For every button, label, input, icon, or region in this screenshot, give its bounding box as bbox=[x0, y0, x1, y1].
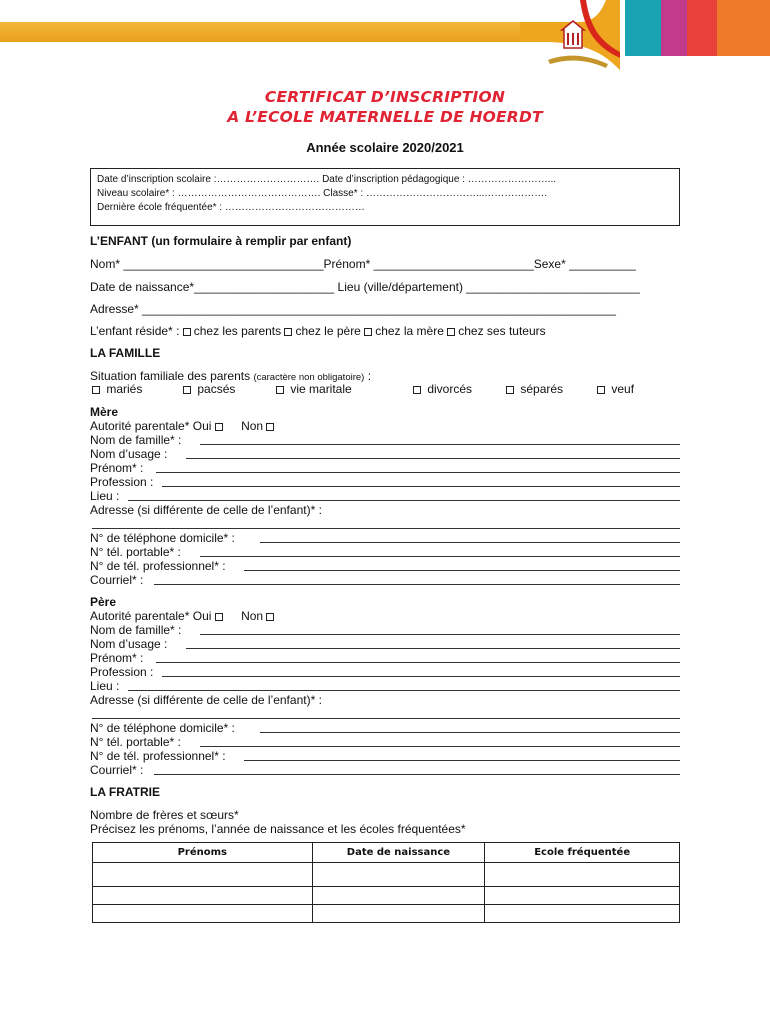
father-profession-field[interactable]: Profession : bbox=[90, 665, 680, 679]
table-cell[interactable] bbox=[93, 905, 313, 923]
father-lastname-field[interactable]: Nom de famille* : bbox=[90, 623, 680, 637]
residence-parents-option[interactable]: chez les parents bbox=[183, 324, 281, 338]
siblings-count-line: Nombre de frères et sœurs* bbox=[90, 808, 239, 822]
color-stripe-red bbox=[687, 0, 717, 56]
page-title-line2: A L’ECOLE MATERNELLE DE HOERDT bbox=[227, 108, 543, 126]
residence-mother-option[interactable]: chez la mère bbox=[364, 324, 444, 338]
mother-lastname-field[interactable]: Nom de famille* : bbox=[90, 433, 680, 447]
siblings-instructions: Précisez les prénoms, l’année de naissance et les écoles fréquentées* bbox=[90, 822, 466, 836]
siblings-table bbox=[92, 842, 680, 923]
family-option-veuf[interactable]: veuf bbox=[597, 382, 634, 396]
admin-line-1 bbox=[97, 173, 673, 187]
admin-box bbox=[90, 168, 680, 226]
checkbox-icon[interactable] bbox=[183, 386, 191, 394]
father-heading: Père bbox=[90, 595, 117, 609]
checkbox-icon[interactable] bbox=[284, 328, 292, 336]
family-option-pacses[interactable]: pacsés bbox=[183, 382, 235, 396]
family-option-separes[interactable]: séparés bbox=[506, 382, 563, 396]
table-header-row bbox=[93, 843, 680, 863]
child-residence-line bbox=[90, 324, 546, 338]
table-cell[interactable] bbox=[485, 905, 680, 923]
mother-work-phone-field[interactable]: N° de tél. professionnel* : bbox=[90, 559, 680, 573]
residence-father-option[interactable]: chez le père bbox=[284, 324, 360, 338]
table-cell[interactable] bbox=[485, 863, 680, 887]
pedagogic-date-field[interactable]: Date d’inscription pédagogique : ……………………... bbox=[322, 174, 557, 185]
column-header-birthdate: Date de naissance bbox=[312, 843, 485, 863]
father-home-phone-field[interactable]: N° de téléphone domicile* : bbox=[90, 721, 680, 735]
mother-home-phone-field[interactable]: N° de téléphone domicile* : bbox=[90, 531, 680, 545]
child-address-line[interactable]: Adresse* _______________________________________________________________________ bbox=[90, 302, 616, 316]
family-option-maries[interactable]: mariés bbox=[92, 382, 142, 396]
father-address-field[interactable] bbox=[90, 707, 680, 721]
father-work-phone-field[interactable]: N° de tél. professionnel* : bbox=[90, 749, 680, 763]
table-cell[interactable] bbox=[312, 863, 485, 887]
table-cell[interactable] bbox=[93, 887, 313, 905]
checkbox-icon[interactable] bbox=[506, 386, 514, 394]
child-heading: L’ENFANT (un formulaire à remplir par enfant) bbox=[90, 234, 352, 248]
father-mobile-field[interactable]: N° tél. portable* : bbox=[90, 735, 680, 749]
checkbox-icon[interactable] bbox=[276, 386, 284, 394]
father-place-field[interactable]: Lieu : bbox=[90, 679, 680, 693]
father-email-field[interactable]: Courriel* : bbox=[90, 763, 680, 777]
residence-tutors-option[interactable]: chez ses tuteurs bbox=[447, 324, 545, 338]
table-row bbox=[93, 905, 680, 923]
family-heading: LA FAMILLE bbox=[90, 346, 161, 360]
color-stripe-magenta bbox=[661, 0, 687, 56]
table-cell[interactable] bbox=[485, 887, 680, 905]
admin-line-2 bbox=[97, 187, 673, 201]
mother-email-field[interactable]: Courriel* : bbox=[90, 573, 680, 587]
mother-heading: Mère bbox=[90, 405, 119, 419]
header-band bbox=[0, 22, 600, 42]
mother-address-field[interactable] bbox=[90, 517, 680, 531]
level-field[interactable]: Niveau scolaire* : ……………………………………. bbox=[97, 188, 321, 199]
table-cell[interactable] bbox=[93, 863, 313, 887]
school-year: Année scolaire 2020/2021 bbox=[306, 140, 464, 155]
table-row bbox=[93, 863, 680, 887]
child-birth-line[interactable]: Date de naissance*_____________________ Lieu (ville/département) __________________________ bbox=[90, 280, 640, 294]
castle-logo-icon bbox=[560, 20, 586, 50]
mother-place-field[interactable]: Lieu : bbox=[90, 489, 680, 503]
father-authority-no-checkbox[interactable] bbox=[266, 613, 274, 621]
inscription-date-field[interactable]: Date d’inscription scolaire :…………………………. bbox=[97, 174, 320, 185]
father-usage-name-field[interactable]: Nom d’usage : bbox=[90, 637, 680, 651]
column-header-school: Ecole fréquentée bbox=[485, 843, 680, 863]
child-name-line[interactable]: Nom* ______________________________Prénom* ________________________Sexe* __________ bbox=[90, 257, 636, 271]
checkbox-icon[interactable] bbox=[413, 386, 421, 394]
table-cell[interactable] bbox=[312, 887, 485, 905]
checkbox-icon[interactable] bbox=[92, 386, 100, 394]
mother-usage-name-field[interactable]: Nom d’usage : bbox=[90, 447, 680, 461]
checkbox-icon[interactable] bbox=[597, 386, 605, 394]
mother-authority-no-checkbox[interactable] bbox=[266, 423, 274, 431]
mother-authority-yes-checkbox[interactable] bbox=[215, 423, 223, 431]
class-field[interactable]: Classe* : ……………………………...………………. bbox=[323, 188, 548, 199]
color-stripe-orange bbox=[717, 0, 770, 56]
page-title-line1: CERTIFICAT D’INSCRIPTION bbox=[264, 88, 506, 106]
father-authority-yes-checkbox[interactable] bbox=[215, 613, 223, 621]
mother-mobile-field[interactable]: N° tél. portable* : bbox=[90, 545, 680, 559]
column-header-firstnames: Prénoms bbox=[93, 843, 313, 863]
previous-school-field[interactable]: Dernière école fréquentée* : …………………………………… bbox=[97, 202, 365, 213]
table-cell[interactable] bbox=[312, 905, 485, 923]
mother-authority-line: Autorité parentale* Oui Non bbox=[90, 419, 277, 433]
family-option-maritale[interactable]: vie maritale bbox=[276, 382, 352, 396]
mother-profession-field[interactable]: Profession : bbox=[90, 475, 680, 489]
residence-label: L’enfant réside* : bbox=[90, 324, 180, 338]
father-address-label: Adresse (si différente de celle de l’enfant)* : bbox=[90, 693, 322, 707]
father-authority-line: Autorité parentale* Oui Non bbox=[90, 609, 277, 623]
family-option-divorces[interactable]: divorcés bbox=[413, 382, 472, 396]
color-stripe-teal bbox=[625, 0, 661, 56]
checkbox-icon[interactable] bbox=[447, 328, 455, 336]
family-situation-label: Situation familiale des parents (caractère non obligatoire) : bbox=[90, 369, 372, 383]
mother-address-label: Adresse (si différente de celle de l’enfant)* : bbox=[90, 503, 322, 517]
mother-firstname-field[interactable]: Prénom* : bbox=[90, 461, 680, 475]
checkbox-icon[interactable] bbox=[364, 328, 372, 336]
siblings-heading: LA FRATRIE bbox=[90, 785, 160, 799]
father-firstname-field[interactable]: Prénom* : bbox=[90, 651, 680, 665]
table-row bbox=[93, 887, 680, 905]
checkbox-icon[interactable] bbox=[183, 328, 191, 336]
